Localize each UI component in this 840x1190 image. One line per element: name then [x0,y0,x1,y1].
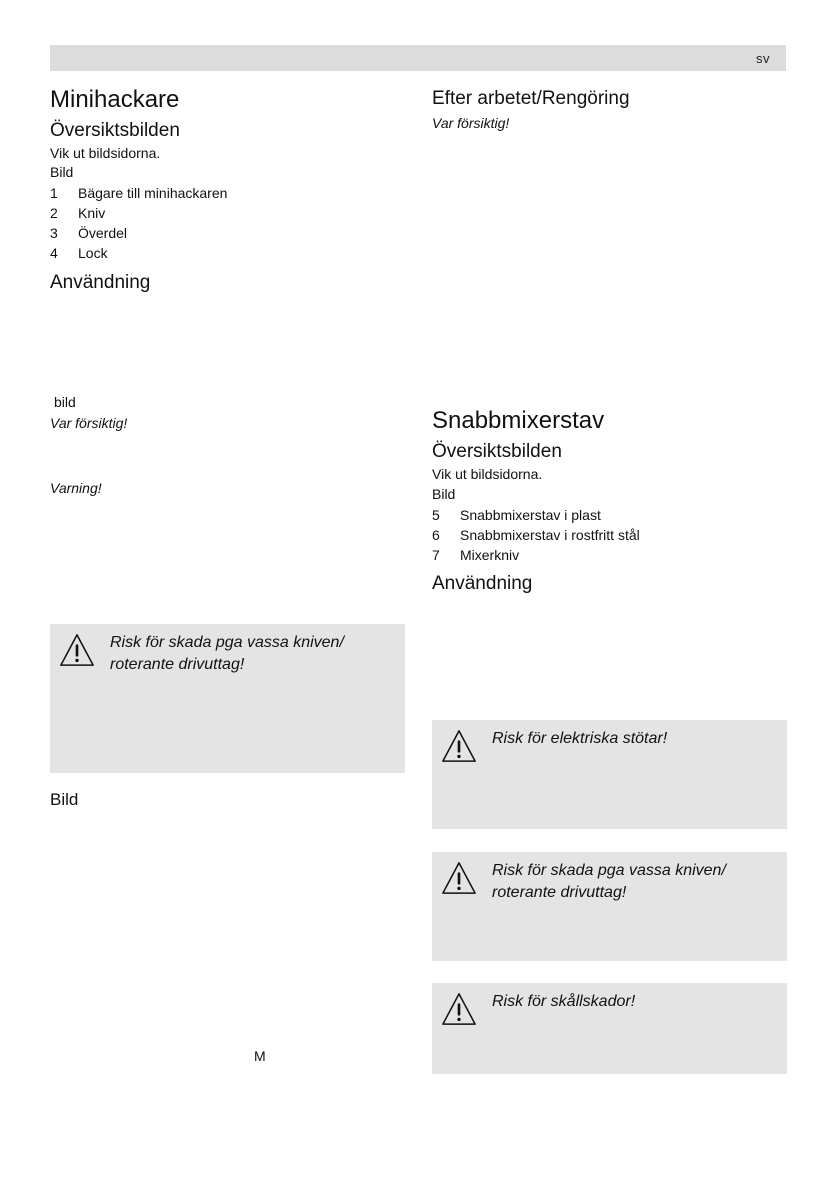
list-item: 3 Överdel [50,225,128,241]
figure-label: Bild [50,164,74,180]
caution-note: Var försiktig! [432,115,510,131]
section-title-minihackare: Minihackare [50,86,180,113]
list-item: 7 Mixerkniv [432,547,520,563]
section-title-snabbmixerstav: Snabbmixerstav [432,407,605,434]
warning-box-scald [432,983,787,1074]
overview-heading: Översiktsbilden [432,441,562,462]
warning-text: Risk för skada pga vassa kniven/ roterante drivuttag! [110,634,344,673]
usage-heading: Användning [50,272,151,293]
warning-text: Risk för skada pga vassa kniven/ roterante drivuttag! [492,862,726,901]
warning-text: Risk för skållskador! [492,993,636,1010]
list-item: 6 Snabbmixerstav i rostfritt stål [432,527,640,543]
overview-heading: Översiktsbilden [50,120,180,141]
header-bar [50,45,786,71]
language-code: sv [756,51,770,66]
figure-reference: bild [54,394,76,410]
warning-triangle-icon [440,728,478,764]
warning-triangle-icon [440,991,478,1027]
warning-triangle-icon [58,632,96,668]
list-item: 4 Lock [50,245,108,261]
warning-box-knife [432,852,787,961]
warning-box-knife [50,624,405,773]
warning-note: Varning! [50,480,102,496]
list-item: 2 Kniv [50,205,106,221]
warning-text: Risk för elektriska stötar! [492,730,668,747]
figure-label: Bild [432,486,456,502]
list-item: 5 Snabbmixerstav i plast [432,507,601,523]
figure-label: Bild [50,790,79,809]
caution-note: Var försiktig! [50,415,128,431]
letter-m: M [254,1048,266,1064]
fold-out-note: Vik ut bildsidorna. [432,466,543,482]
warning-box-electric [432,720,787,829]
fold-out-note: Vik ut bildsidorna. [50,145,161,161]
list-item: 1 Bägare till minihackaren [50,185,228,201]
after-use-heading: Efter arbetet/Rengöring [432,88,630,109]
usage-heading: Användning [432,573,533,594]
warning-triangle-icon [440,860,478,896]
